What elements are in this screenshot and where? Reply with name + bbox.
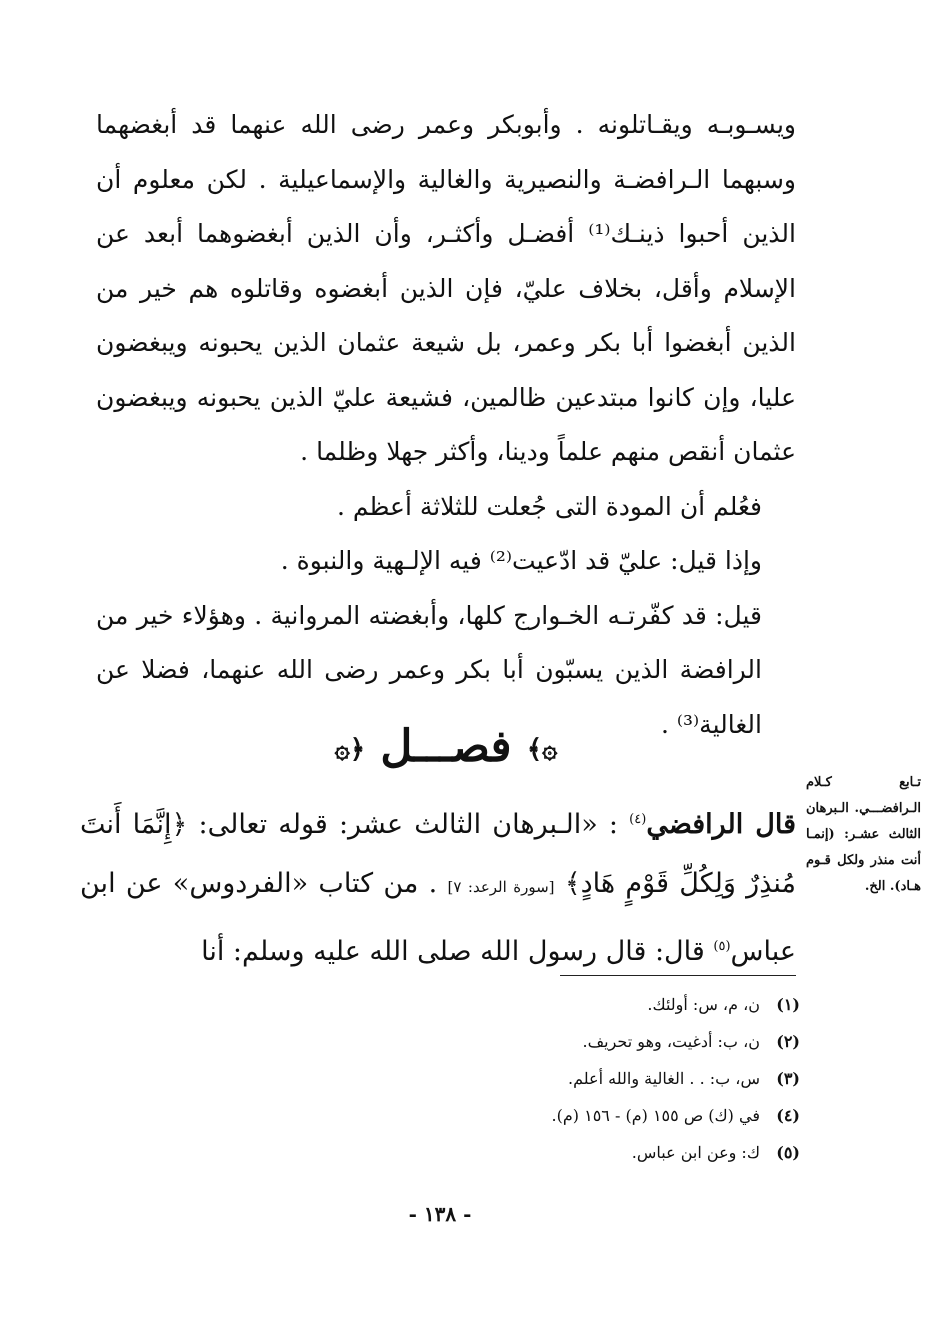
footnote-number: (٥) xyxy=(776,1143,800,1162)
heading-ornament-right: ۞﴾ xyxy=(526,734,558,765)
footnote-number: (١) xyxy=(776,995,800,1014)
footnotes xyxy=(300,986,800,1171)
heading-title: فصـــل xyxy=(380,721,512,772)
footnote-ref-5: (٥) xyxy=(713,939,731,954)
section-text-a: : «الـبرهان الثالث عشر: قوله تعالى: ﴿إِنَّمَا أَنتَ مُنذِرٌ وَلِكُلِّ قَوْمٍ هَادٍ﴾ xyxy=(80,809,796,899)
footnote-1 xyxy=(300,986,800,1023)
footnote-text: ن، ب: أدغيت، وهو تحريف. xyxy=(582,1032,760,1051)
footnote-number: (٢) xyxy=(776,1032,800,1051)
footnote-divider xyxy=(560,975,796,976)
footnote-ref-4: (٤) xyxy=(629,812,647,827)
footnote-number: (٤) xyxy=(776,1106,800,1125)
paragraph-2: فعُلم أن المودة التى جُعلت للثلاثة أعظم . xyxy=(337,491,762,521)
heading-ornament-left: ﴿۞ xyxy=(334,734,366,765)
paragraph-4: قيل: قد كفّرتـه الخـوارج كلها، وأبغضته المروانية . وهؤلاء خير من الرافضة الذين يسبّون أبا بكر وعمر رضى الله عنهما، فضلا عن الغالية⁽³⁾ . xyxy=(96,600,762,739)
footnote-2 xyxy=(300,1023,800,1060)
footnote-text: في (ك) ص ١٥٥ (م) - ١٥٦ (م). xyxy=(551,1106,760,1125)
footnote-4 xyxy=(300,1097,800,1134)
footnote-number: (٣) xyxy=(776,1069,800,1088)
section-text-c: قال: قال رسول الله صلى الله عليه وسلم: أنا xyxy=(201,936,705,967)
footnote-3 xyxy=(300,1060,800,1097)
paragraph-1: ويسـوبـه ويقـاتلونه . وأبوبكر وعمر رضى الله عنهما قد أبغضهما وسبهما الـرافضـة والنصيرية والغالية والإسماعيلية . لكن معلوم أن الذين أحبوا ذينـك⁽¹⁾ أفضـل وأكثـر، وأن الذين أبغضوهما أبعد عن الإسلام وأقل، بخلاف عليّ، فإن الذين أبغضوه وقاتلوه هم خير من الذين أبغضوا أبا بكر وعمر، بل شيعة عثمان الذين يحبونه ويبغضون عليا، وإن كانوا مبتدعين ظالمين، فشيعة عليّ الذين يحبونه ويبغضون عثمان أنقص منهم علماً ودينا، وأكثر جهلا وظلما . xyxy=(96,110,796,466)
footnote-text: ك: وعن ابن عباس. xyxy=(631,1143,760,1162)
section-heading xyxy=(96,712,796,785)
speaker-label: قال الرافضي xyxy=(646,809,796,840)
page-number: - ١٣٨ - xyxy=(408,1202,472,1226)
verse-reference: [سورة الرعد: ٧] xyxy=(447,878,555,896)
main-text xyxy=(96,98,796,752)
section-text-b: . من كتاب «الفردوس» عن ابن عباس xyxy=(80,868,796,967)
paragraph-3: وإذا قيل: عليّ قد ادّعيت⁽²⁾ فيه الإلـهية والنبوة . xyxy=(280,546,762,575)
footnote-5 xyxy=(300,1134,800,1171)
footnote-text: ن، م، س: أولئك. xyxy=(647,995,760,1014)
margin-note: تـابع كـلام الـرافضـــي. الـبرهان الثالث عشـر: (إنمـا أنت منذر ولكل قـوم هـاد). الخ. xyxy=(806,775,921,894)
footnote-text: س، ب: . . الغالية والله أعلم. xyxy=(568,1069,760,1088)
section-text xyxy=(80,790,796,981)
